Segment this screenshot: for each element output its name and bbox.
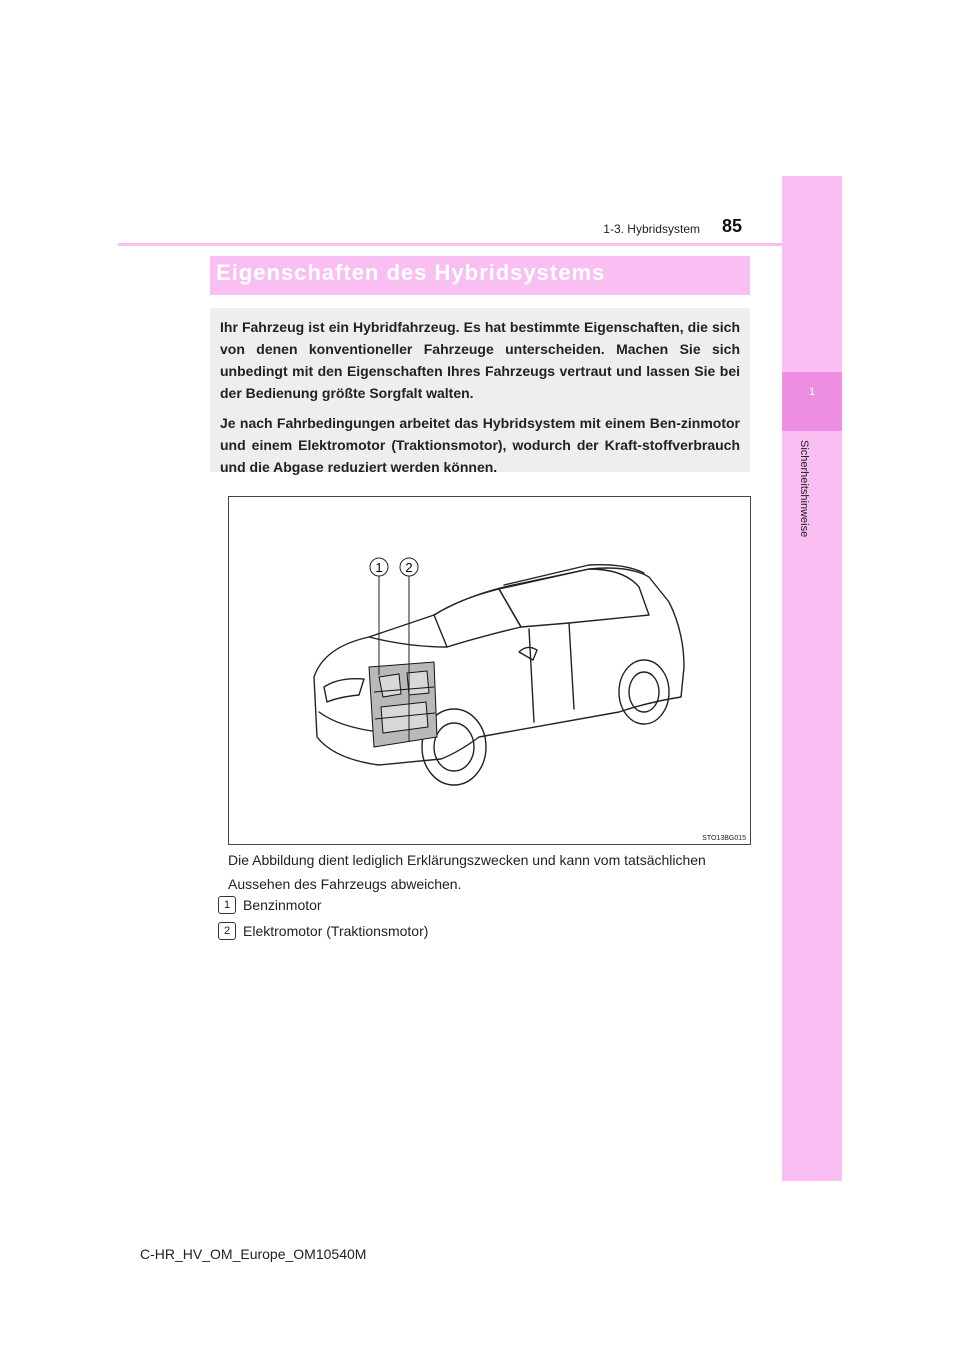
chapter-title-vertical [800, 440, 820, 600]
door-line [529, 623, 574, 722]
intro-paragraph-1: Ihr Fahrzeug ist ein Hybridfahrzeug. Es hat bestimmte Eigenschaften, die sich von denen konventioneller Fahrzeuge unterscheiden. Machen Sie sich unbedingt mit den Eigenschaften Ihres Fahrzeugs vertraut und lassen Sie bei der Bedienung größte Sorgfalt walten. [220, 319, 740, 401]
callout-badges [370, 558, 418, 576]
windshield [434, 589, 521, 647]
section-title: Eigenschaften des Hybridsystems [216, 260, 606, 285]
vehicle-illustration [228, 496, 751, 845]
callout-2-label: 2 [405, 560, 413, 575]
rear-wheel [619, 660, 669, 724]
legend-badge-2: 2 [218, 922, 236, 940]
intro-paragraph-2: Je nach Fahrbedingungen arbeitet das Hybridsystem mit einem Ben-zinmotor und einem Elektromotor (Traktionsmotor), wodurch der Kraft-stoffverbrauch und die Abgase reduziert werden können. [220, 415, 740, 475]
car-drawing [229, 497, 750, 844]
chapter-title: Sicherheitshinweise [798, 440, 810, 538]
callout-1-label: 1 [375, 560, 383, 575]
header-rule [118, 243, 842, 246]
hood-line [369, 637, 447, 647]
figure-code: STO13BG015 [702, 835, 746, 842]
chapter-side-tab [782, 176, 842, 1181]
grille [319, 712, 379, 732]
side-mirror [519, 647, 537, 660]
chapter-tab-active[interactable] [782, 372, 842, 431]
rear-wheel-hub [629, 672, 659, 712]
legend-badge-1: 1 [218, 896, 236, 914]
side-windows [499, 569, 649, 627]
front-wheel-hub [434, 723, 474, 771]
chapter-number: 1 [808, 386, 816, 398]
legend-label-2: Elektromotor (Traktionsmotor) [243, 923, 429, 939]
document-code: C-HR_HV_OM_Europe_OM10540M [140, 1246, 367, 1262]
figure-caption: Die Abbildung dient lediglich Erklärungszwecken und kann vom tatsächlichen Aussehen des Fahrzeugs abweichen. [228, 852, 706, 892]
headlight [324, 679, 364, 702]
section-label: 1-3. Hybridsystem [603, 222, 700, 236]
page-number: 85 [722, 216, 743, 236]
intro-text [220, 316, 740, 486]
legend-label-1: Benzinmotor [243, 897, 322, 913]
